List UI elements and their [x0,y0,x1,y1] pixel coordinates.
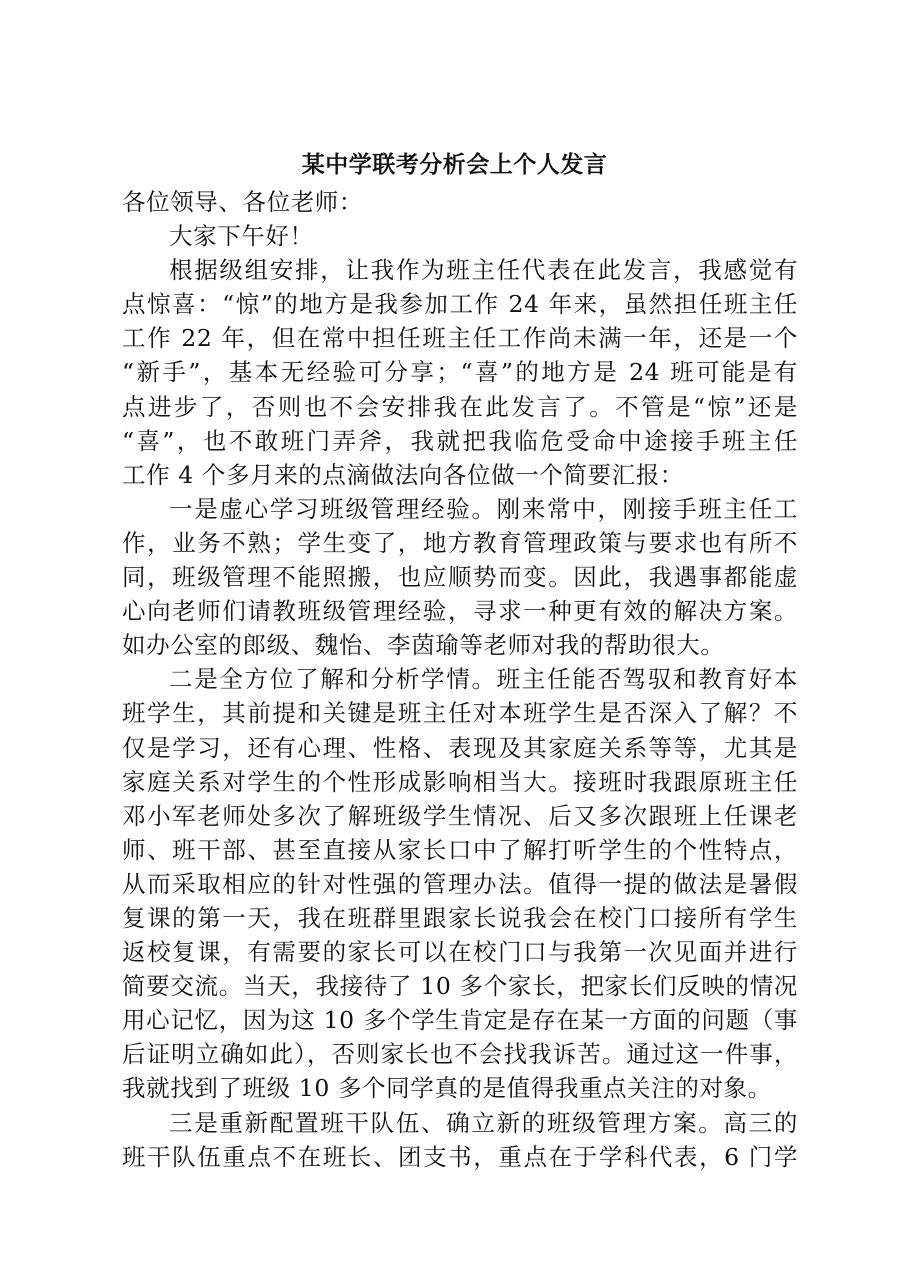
paragraph-line: “新手”，基本无经验可分享；“喜”的地方是 24 班可能是有 [122,358,798,387]
paragraph-line: 我就找到了班级 10 多个同学真的是值得我重点关注的对象。 [122,1074,772,1103]
paragraph-line: 心向老师们请教班级管理经验，寻求一种更有效的解决方案。 [122,597,798,626]
paragraph-line: 点进步了，否则也不会安排我在此发言了。不管是“惊”还是 [122,392,798,421]
paragraph-line: 仅是学习，还有心理、性格、表现及其家庭关系等等，尤其是 [122,733,798,762]
paragraph-line: 班学生，其前提和关键是班主任对本班学生是否深入了解？不 [122,699,798,728]
paragraph-line: 复课的第一天，我在班群里跟家长说我会在校门口接所有学生 [122,903,798,932]
paragraph-line: 二是全方位了解和分析学情。班主任能否驾驭和教育好本 [169,665,798,694]
salutation: 各位领导、各位老师： [122,188,363,216]
paragraph-line: 根据级组安排，让我作为班主任代表在此发言，我感觉有 [169,256,798,285]
paragraph-line: 后证明立确如此），否则家长也不会找我诉苦。通过这一件事， [122,1040,798,1069]
paragraph-line: 用心记忆，因为这 10 多个学生肯定是存在某一方面的问题（事 [122,1006,798,1035]
paragraph-point-three [122,1106,798,1174]
document-title: 某中学联考分析会上个人发言 [301,151,608,178]
paragraph-line: 一是虚心学习班级管理经验。刚来常中，刚接手班主任工 [169,494,798,523]
paragraph-greeting [122,219,798,253]
paragraph-line: 工作 4 个多月来的点滴做法向各位做一个简要汇报： [122,460,684,489]
paragraph-line: 简要交流。当天，我接待了 10 多个家长，把家长们反映的情况 [122,972,798,1001]
paragraph-line: 同，班级管理不能照搬，也应顺势而变。因此，我遇事都能虚 [122,563,798,592]
paragraph-line: 班干队伍重点不在班长、团支书，重点在于学科代表，6 门学 [122,1142,798,1171]
paragraph-line: 三是重新配置班干队伍、确立新的班级管理方案。高三的 [169,1108,798,1137]
paragraph-line: 作，业务不熟；学生变了，地方教育管理政策与要求也有所不 [122,528,798,557]
paragraph-line: 点惊喜：“惊”的地方是我参加工作 24 年来，虽然担任班主任 [122,290,798,319]
document-body [122,185,798,1174]
paragraph-line: 返校复课，有需要的家长可以在校门口与我第一次见面并进行 [122,938,798,967]
paragraph-line: 家庭关系对学生的个性形成影响相当大。接班时我跟原班主任 [122,767,798,796]
paragraph-introduction [122,253,798,492]
paragraph-line: “喜”，也不敢班门弄斧，我就把我临危受命中途接手班主任 [122,426,798,455]
paragraph-line: 工作 22 年，但在常中担任班主任工作尚未满一年，还是一个 [122,324,798,353]
paragraph-line: 邓小军老师处多次了解班级学生情况、后又多次跟班上任课老 [122,801,798,830]
paragraph-line: 从而采取相应的针对性强的管理办法。值得一提的做法是暑假 [122,869,798,898]
paragraph-point-two [122,662,798,1105]
paragraph-line: 大家下午好！ [169,222,314,251]
paragraph-line: 师、班干部、甚至直接从家长口中了解打听学生的个性特点， [122,835,798,864]
paragraph-line: 如办公室的郎级、魏怡、李茵瑜等老师对我的帮助很大。 [122,631,725,660]
paragraph-point-one [122,492,798,662]
